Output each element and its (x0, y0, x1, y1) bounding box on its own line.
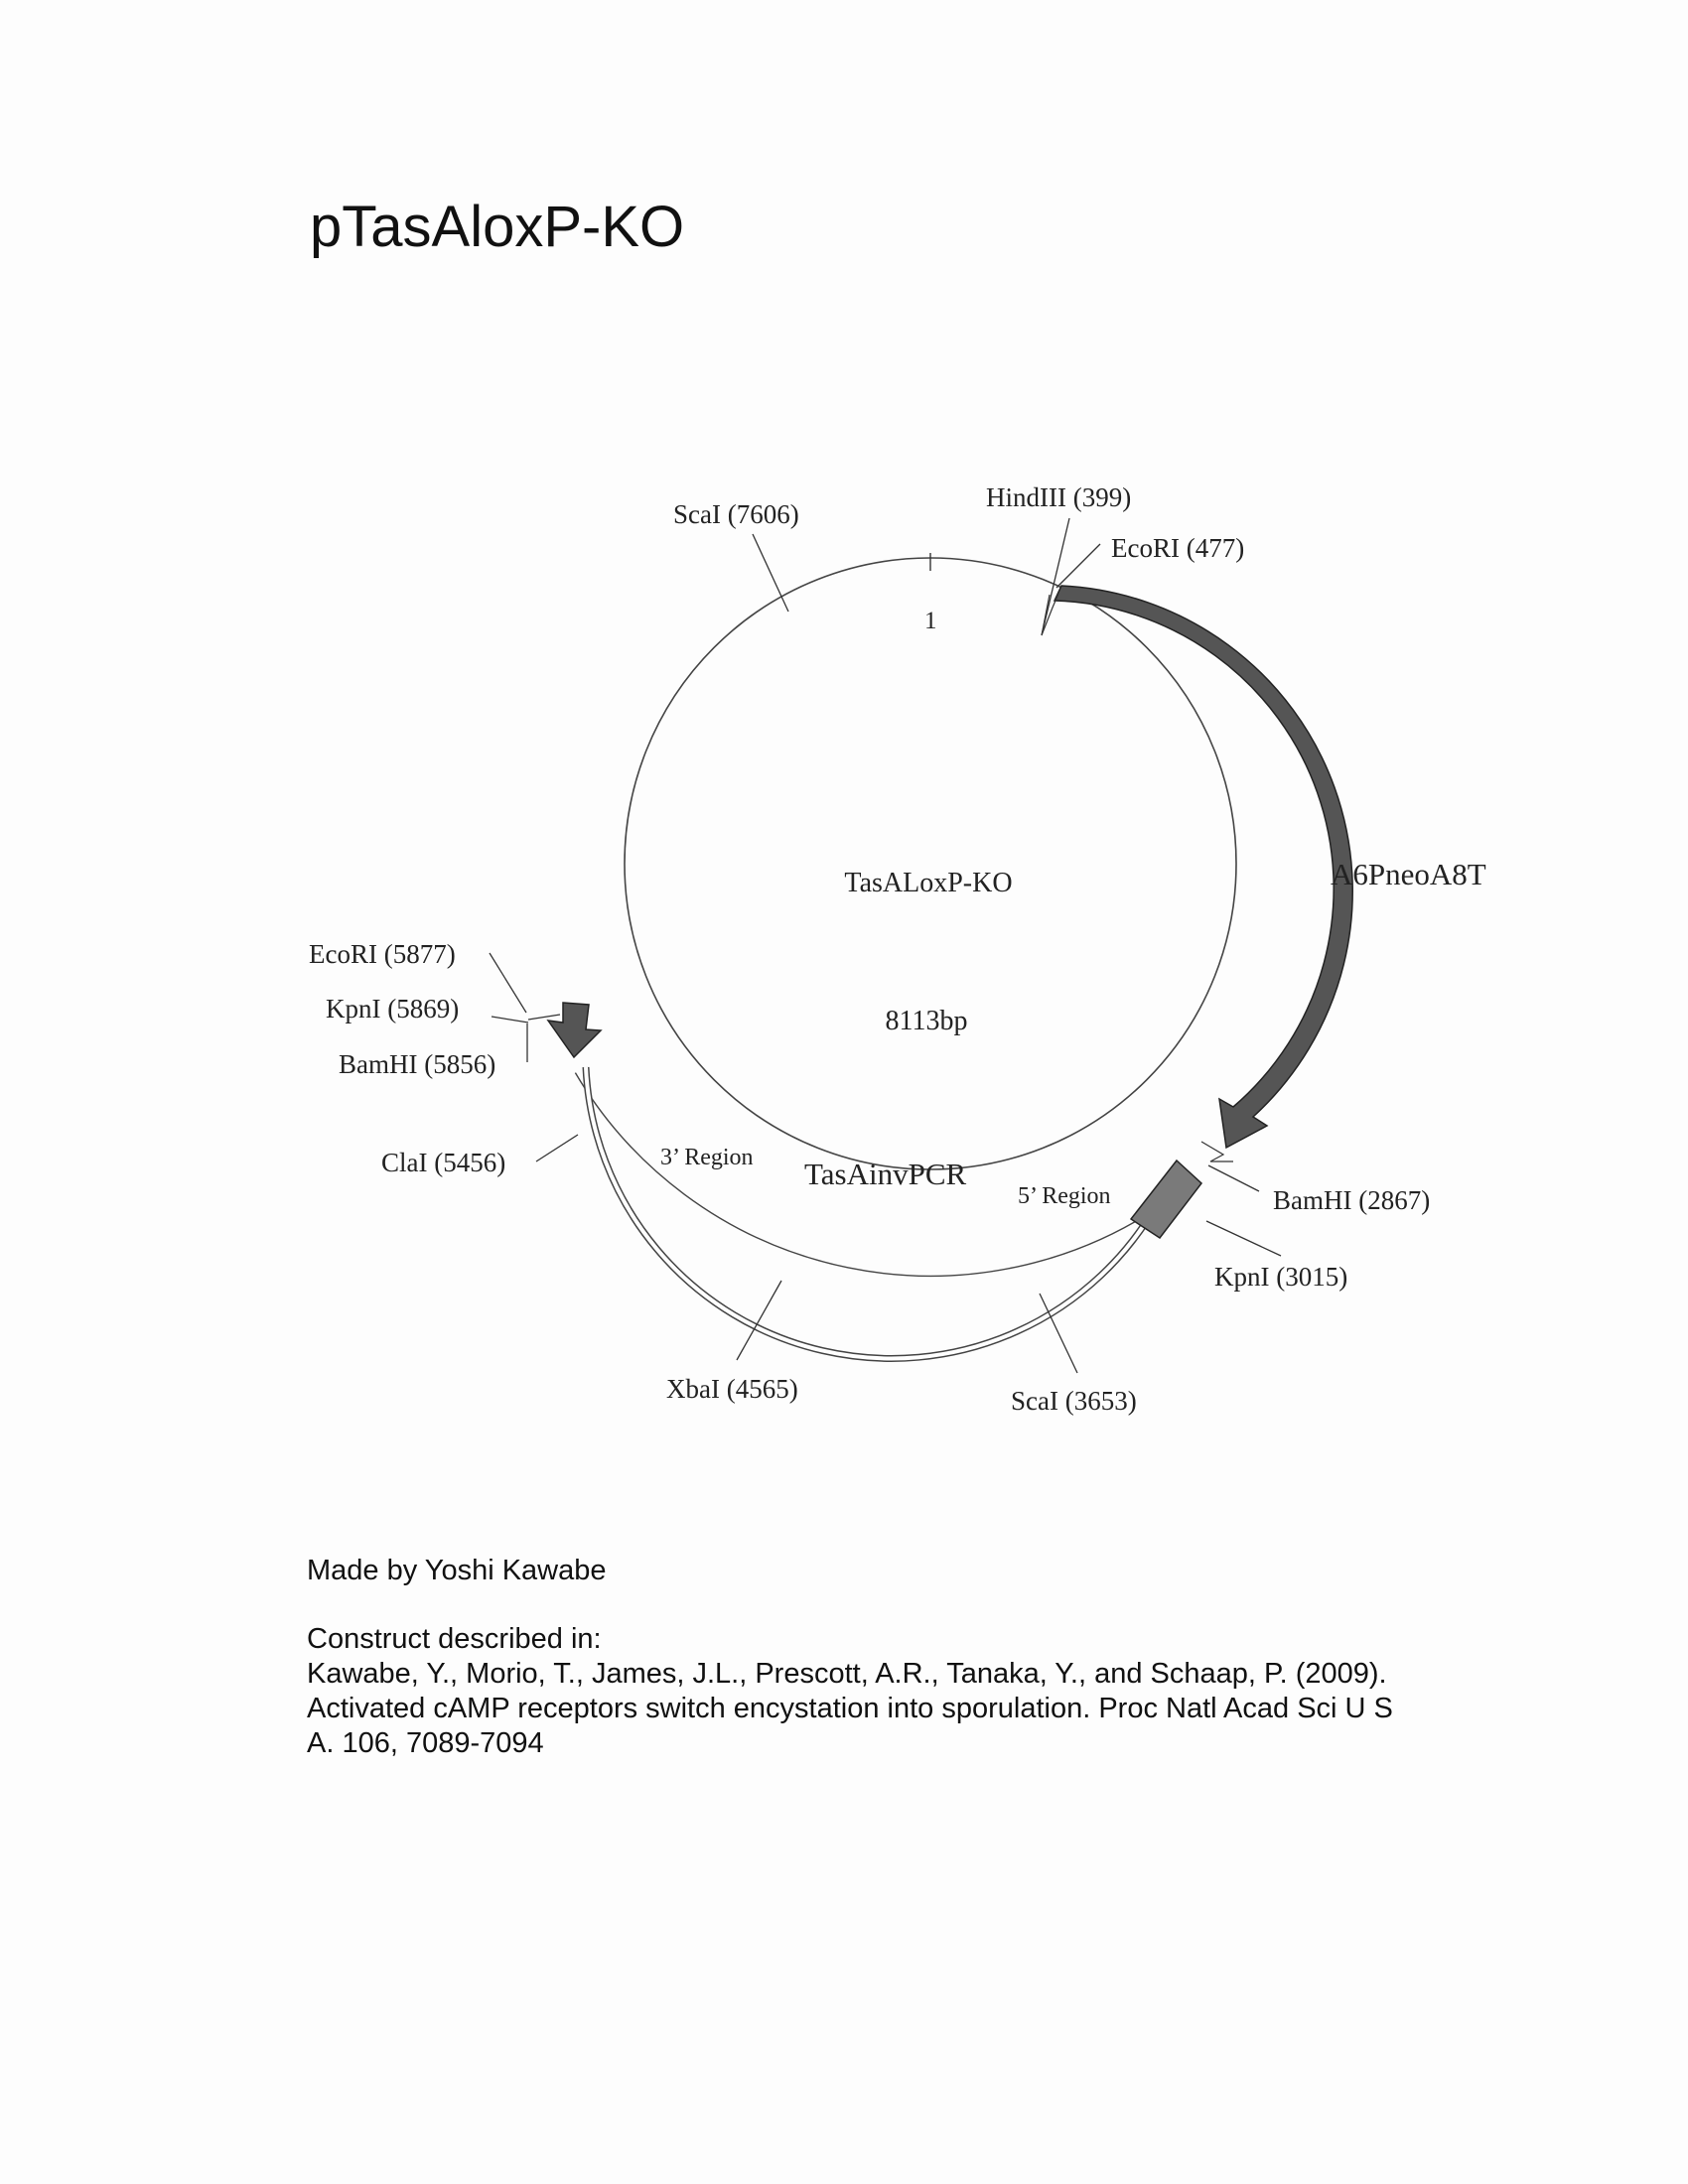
described-in-text: Construct described in: (307, 1623, 602, 1655)
kpni-3015-line (1206, 1221, 1281, 1256)
invpcr-region-band-inner (586, 1067, 1160, 1358)
site-label-bamhi-5856: BamHI (5856) (339, 1049, 496, 1079)
origin-label: 1 (924, 608, 937, 634)
hindiii-399-line (1042, 518, 1069, 635)
plasmid-name: TasALoxP-KO (844, 868, 1013, 898)
clai-5456-line (536, 1135, 578, 1161)
site-label-hindiii-399: HindIII (399) (986, 482, 1132, 512)
site-label-clai-5456: ClaI (5456) (381, 1148, 506, 1177)
scai-7606-line (753, 534, 788, 612)
kpni-5869-marker (528, 1015, 560, 1020)
feature-label-region5: 5’ Region (1018, 1183, 1111, 1209)
feature-label-invpcr: TasAinvPCR (804, 1157, 967, 1191)
ecori-477-line (1056, 544, 1100, 588)
feature-label-region3: 3’ Region (660, 1145, 754, 1170)
page-title: pTasAloxP-KO (310, 195, 685, 259)
site-label-ecori-477: EcoRI (477) (1111, 533, 1245, 563)
site-label-scai-3653: ScaI (3653) (1011, 1386, 1137, 1416)
feature-label-neo: A6PneoA8T (1331, 857, 1486, 891)
site-label-scai-7606: ScaI (7606) (673, 499, 799, 529)
citation-line-2: Activated cAMP receptors switch encystation into sporulation. Proc Natl Acad Sci U S (307, 1693, 1393, 1724)
footer (307, 1554, 1478, 1761)
made-by-text: Made by Yoshi Kawabe (307, 1555, 607, 1586)
plasmid-backbone (625, 558, 1236, 1169)
region5-box (1131, 1160, 1201, 1238)
kpni-5869-line (492, 1017, 528, 1023)
plasmid-size: 8113bp (885, 1006, 968, 1036)
ecori-5877-line (490, 953, 526, 1013)
site-label-ecori-5877: EcoRI (5877) (309, 939, 456, 969)
citation-line-3: A. 106, 7089-7094 (307, 1727, 544, 1759)
neo-feature-arrow (1055, 586, 1352, 1148)
invpcr-region-band (586, 1067, 1160, 1358)
citation-line-1: Kawabe, Y., Morio, T., James, J.L., Prescott, A.R., Tanaka, Y., and Schaap, P. (2009). (307, 1658, 1387, 1690)
site-label-bamhi-2867: BamHI (2867) (1273, 1185, 1431, 1215)
region3-arrow (548, 1003, 601, 1057)
site-label-xbai-4565: XbaI (4565) (666, 1374, 798, 1404)
site-label-kpni-3015: KpnI (3015) (1214, 1262, 1348, 1292)
bamhi-2867-line (1208, 1165, 1259, 1191)
site-label-kpni-5869: KpnI (5869) (326, 994, 460, 1024)
